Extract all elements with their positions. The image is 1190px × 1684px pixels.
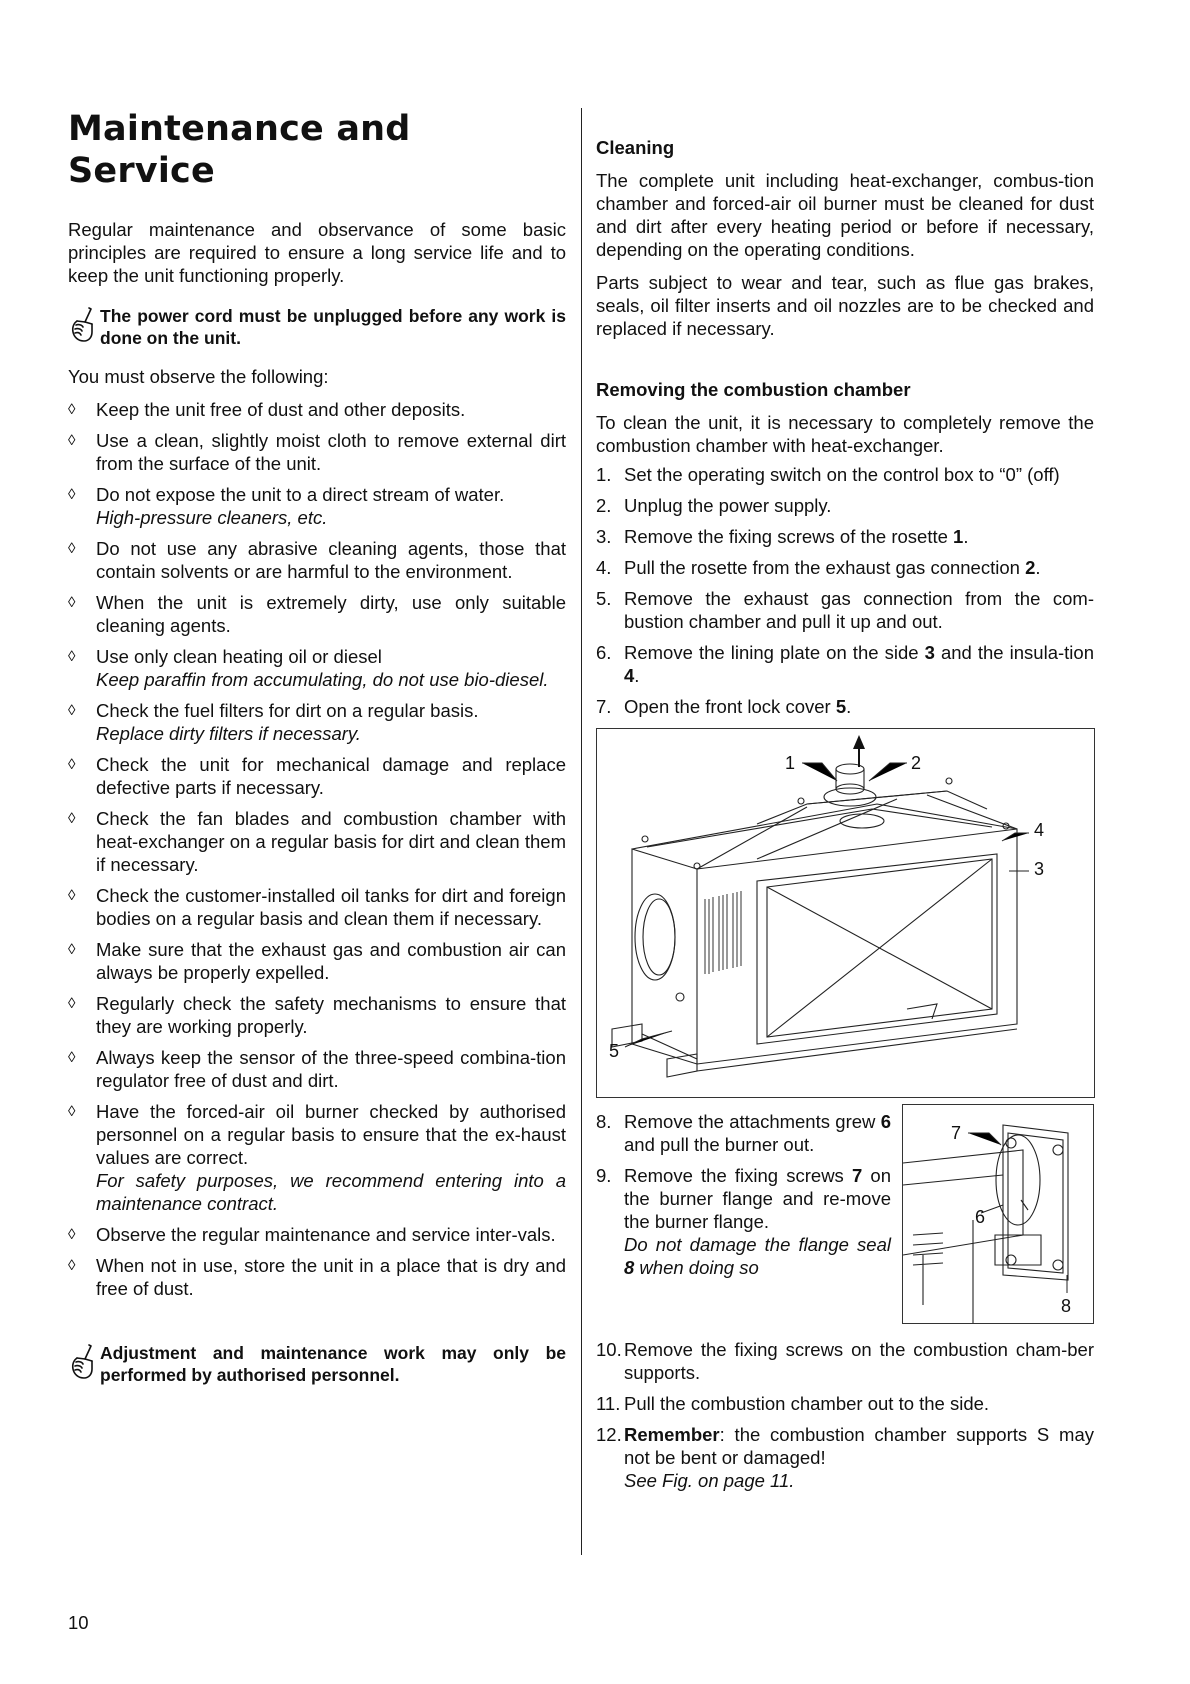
checklist-item-text (96, 398, 566, 421)
intro-paragraph: Regular maintenance and observance of some basic principles are required to ensure a long service life and to keep the unit functioning properly. (68, 219, 566, 286)
checklist-item-main: Always keep the sensor of the three-speed combina-tion regulator free of dust and dirt. (96, 1047, 566, 1091)
step-text (624, 463, 1094, 486)
diamond-bullet-icon: ◊ (68, 540, 76, 557)
fig-label-7: 7 (951, 1123, 962, 1143)
diamond-bullet-icon: ◊ (68, 941, 76, 958)
step-number: 10. (596, 1339, 622, 1360)
diamond-bullet-icon: ◊ (68, 401, 76, 418)
step-text (624, 1338, 1094, 1384)
removal-steps-part-1 (596, 463, 1094, 718)
checklist-item-main: Keep the unit free of dust and other deposits. (96, 399, 466, 420)
step-bold: Remember (624, 1424, 720, 1445)
step-item (596, 1392, 1094, 1415)
burner-section (596, 1110, 1094, 1324)
diamond-bullet-icon: ◊ (68, 486, 76, 503)
checklist-item (68, 1223, 566, 1246)
checklist-item-main: Check the fan blades and combustion chamber with heat-exchanger on a regular basis for dirt and clean them if necessary. (96, 808, 566, 875)
checklist-item-note: Replace dirty filters if necessary. (96, 723, 361, 744)
checklist-item (68, 591, 566, 637)
checklist-item (68, 807, 566, 876)
maintenance-checklist (68, 398, 566, 1300)
step-after: and pull the burner out. (624, 1134, 815, 1155)
checklist-item-main: Check the fuel filters for dirt on a regular basis. (96, 700, 479, 721)
step-bold: 2 (1025, 557, 1036, 578)
checklist-item (68, 699, 566, 745)
checklist-item-main: Make sure that the exhaust gas and combustion air can always be properly expelled. (96, 939, 566, 983)
checklist-item-main: Observe the regular maintenance and service inter-vals. (96, 1224, 556, 1245)
step-text (624, 695, 1094, 718)
checklist-item-text (96, 938, 566, 984)
step-item (596, 695, 1094, 718)
checklist-item-main: When the unit is extremely dirty, use only suitable cleaning agents. (96, 592, 566, 636)
step-bold: 4 (624, 665, 635, 686)
step-after: and the insula-tion (934, 642, 1094, 663)
page-number: 10 (68, 1612, 89, 1633)
step-number: 6. (596, 642, 612, 663)
diamond-bullet-icon: ◊ (68, 594, 76, 611)
step-item (596, 1164, 891, 1279)
checklist-item-text (96, 1046, 566, 1092)
step-number: 7. (596, 696, 612, 717)
step-text (624, 1110, 891, 1156)
fig-label-3: 3 (1034, 859, 1045, 879)
removing-heading: Removing the combustion chamber (596, 379, 911, 400)
checklist-item-text (96, 807, 566, 876)
step-item (596, 1338, 1094, 1384)
step-note-after: when doing so (634, 1257, 759, 1278)
step-bold: 3 (924, 642, 935, 663)
checklist-item-main: Check the customer-installed oil tanks for dirt and foreign bodies on a regular basis and clean them if necessary. (96, 885, 566, 929)
warning-note-personnel (68, 1342, 566, 1386)
step-main: Set the operating switch on the control box to “0” (off) (624, 464, 1060, 485)
pointing-hand-icon (68, 1342, 98, 1382)
step-number: 12. (596, 1424, 622, 1445)
diamond-bullet-icon: ◊ (68, 648, 76, 665)
step-number: 4. (596, 557, 612, 578)
checklist-item (68, 753, 566, 799)
checklist-item-text (96, 537, 566, 583)
diamond-bullet-icon: ◊ (68, 887, 76, 904)
step-main: Remove the attachments grew (624, 1111, 881, 1132)
diamond-bullet-icon: ◊ (68, 1049, 76, 1066)
checklist-item-text (96, 483, 566, 529)
checklist-item-text (96, 591, 566, 637)
step-after: . (963, 526, 969, 547)
checklist-item (68, 537, 566, 583)
checklist-item (68, 1254, 566, 1300)
unit-illustration (596, 728, 1095, 1098)
step-text (624, 587, 1094, 633)
step-main: Pull the rosette from the exhaust gas connection (624, 557, 1026, 578)
checklist-item (68, 429, 566, 475)
observe-intro: You must observe the following: (68, 366, 329, 387)
diamond-bullet-icon: ◊ (68, 1226, 76, 1243)
checklist-item-text (96, 699, 566, 745)
fig-label-6: 6 (975, 1207, 986, 1227)
diamond-bullet-icon: ◊ (68, 810, 76, 827)
checklist-item (68, 398, 566, 421)
step-text (624, 525, 1094, 548)
checklist-item (68, 1046, 566, 1092)
fig-label-4: 4 (1034, 820, 1045, 840)
step-item (596, 525, 1094, 548)
step-text (624, 1423, 1094, 1492)
checklist-item-main: When not in use, store the unit in a place that is dry and free of dust. (96, 1255, 566, 1299)
step-main: Remove the fixing screws (624, 1165, 852, 1186)
step-item (596, 1110, 891, 1156)
checklist-item-text (96, 645, 566, 691)
warning-note-power (68, 305, 566, 349)
checklist-item (68, 1100, 566, 1215)
step-main: Unplug the power supply. (624, 495, 832, 516)
checklist-item-main: Use only clean heating oil or diesel (96, 646, 382, 667)
right-column (596, 136, 1094, 1500)
checklist-item-main: Use a clean, slightly moist cloth to remove external dirt from the surface of the unit. (96, 430, 566, 474)
step-number: 11. (596, 1393, 621, 1414)
step-note-bold: 8 (624, 1257, 635, 1278)
step-note-text: See Fig. on page 11. (624, 1470, 795, 1491)
diamond-bullet-icon: ◊ (68, 702, 76, 719)
note-text: The power cord must be unplugged before any work is done on the unit. (100, 306, 566, 348)
step-item (596, 463, 1094, 486)
checklist-item-text (96, 753, 566, 799)
removal-steps-part-3 (596, 1338, 1094, 1492)
checklist-item (68, 884, 566, 930)
checklist-item-text (96, 429, 566, 475)
checklist-item-text (96, 992, 566, 1038)
checklist-item-note: High-pressure cleaners, etc. (96, 507, 328, 528)
step-main: : the combustion chamber supports S may not be bent or damaged! (624, 1424, 1094, 1468)
step-item (596, 556, 1094, 579)
step-number: 1. (596, 464, 612, 485)
checklist-item-text (96, 1223, 566, 1246)
cleaning-paragraph-1: The complete unit including heat-exchanger, combus-tion chamber and forced-air oil burner must be cleaned for dust and dirt after every heating period or before if necessary, depending on the operating conditions. (596, 170, 1094, 260)
note-text: Adjustment and maintenance work may only be performed by authorised personnel. (100, 1343, 566, 1385)
checklist-item-text (96, 1100, 566, 1215)
checklist-item-text (96, 884, 566, 930)
step-bold: 7 (851, 1165, 863, 1186)
pointing-hand-icon (68, 305, 98, 345)
removing-intro: To clean the unit, it is necessary to completely remove the combustion chamber with heat-exchanger. (596, 412, 1094, 456)
burner-flange-illustration (902, 1104, 1094, 1324)
fig-label-5: 5 (609, 1041, 620, 1061)
step-main: Remove the fixing screws on the combustion cham-ber supports. (624, 1339, 1094, 1383)
checklist-item-text (96, 1254, 566, 1300)
step-main: Remove the fixing screws of the rosette (624, 526, 954, 547)
step-after: . (1035, 557, 1041, 578)
step-bold: 6 (880, 1111, 891, 1132)
cleaning-paragraph-2: Parts subject to wear and tear, such as flue gas brakes, seals, oil filter inserts and oil nozzles are to be checked and replaced if necessary. (596, 272, 1094, 339)
step-number: 8. (596, 1111, 612, 1132)
step-main: Remove the exhaust gas connection from the com-bustion chamber and pull it up and out. (624, 588, 1094, 632)
step-item (596, 587, 1094, 633)
cleaning-heading: Cleaning (596, 137, 675, 158)
removal-steps-part-2 (596, 1110, 891, 1324)
step-text (624, 494, 1094, 517)
checklist-item (68, 992, 566, 1038)
step-number: 9. (596, 1165, 612, 1186)
checklist-item-main: Regularly check the safety mechanisms to ensure that they are working properly. (96, 993, 566, 1037)
diamond-bullet-icon: ◊ (68, 432, 76, 449)
diamond-bullet-icon: ◊ (68, 756, 76, 773)
checklist-item-main: Have the forced-air oil burner checked by authorised personnel on a regular basis to ensure that the ex-haust values are correct. (96, 1101, 566, 1168)
step-text (624, 1164, 891, 1279)
step-item (596, 494, 1094, 517)
checklist-item (68, 938, 566, 984)
checklist-item-note: Keep paraffin from accumulating, do not use bio-diesel. (96, 669, 549, 690)
step-number: 2. (596, 495, 612, 516)
step-text (624, 641, 1094, 687)
heater-unit-drawing (597, 729, 1094, 1097)
step-text (624, 556, 1094, 579)
checklist-item (68, 645, 566, 691)
page-title: Maintenance and Service (68, 109, 411, 191)
column-divider (581, 108, 582, 1555)
step-main: Open the front lock cover (624, 696, 836, 717)
burner-flange-drawing (903, 1105, 1093, 1323)
diamond-bullet-icon: ◊ (68, 1257, 76, 1274)
step-after: on the burner flange and re-move the burner flange. (624, 1165, 891, 1232)
checklist-item-main: Do not use any abrasive cleaning agents, those that contain solvents or are harmful to the environment. (96, 538, 566, 582)
step-note (624, 1469, 1094, 1492)
step-after: . (634, 665, 640, 686)
step-item (596, 1423, 1094, 1492)
step-number: 5. (596, 588, 612, 609)
diamond-bullet-icon: ◊ (68, 995, 76, 1012)
left-column (68, 108, 566, 1402)
fig-label-2: 2 (911, 753, 922, 773)
step-main: Pull the combustion chamber out to the side. (624, 1393, 990, 1414)
step-number: 3. (596, 526, 612, 547)
step-bold: 5 (835, 696, 847, 717)
step-note (624, 1233, 891, 1279)
step-main: Remove the lining plate on the side (624, 642, 925, 663)
checklist-item-main: Do not expose the unit to a direct stream of water. (96, 484, 505, 505)
checklist-item (68, 483, 566, 529)
step-item (596, 641, 1094, 687)
checklist-item-main: Check the unit for mechanical damage and replace defective parts if necessary. (96, 754, 566, 798)
step-bold: 1 (953, 526, 964, 547)
diamond-bullet-icon: ◊ (68, 1103, 76, 1120)
step-text (624, 1392, 1094, 1415)
checklist-item-note: For safety purposes, we recommend entering into a maintenance contract. (96, 1170, 566, 1214)
step-after: . (846, 696, 852, 717)
fig-label-1: 1 (785, 753, 796, 773)
fig-label-8: 8 (1061, 1296, 1072, 1316)
step-note-text: Do not damage the flange seal (624, 1234, 891, 1255)
